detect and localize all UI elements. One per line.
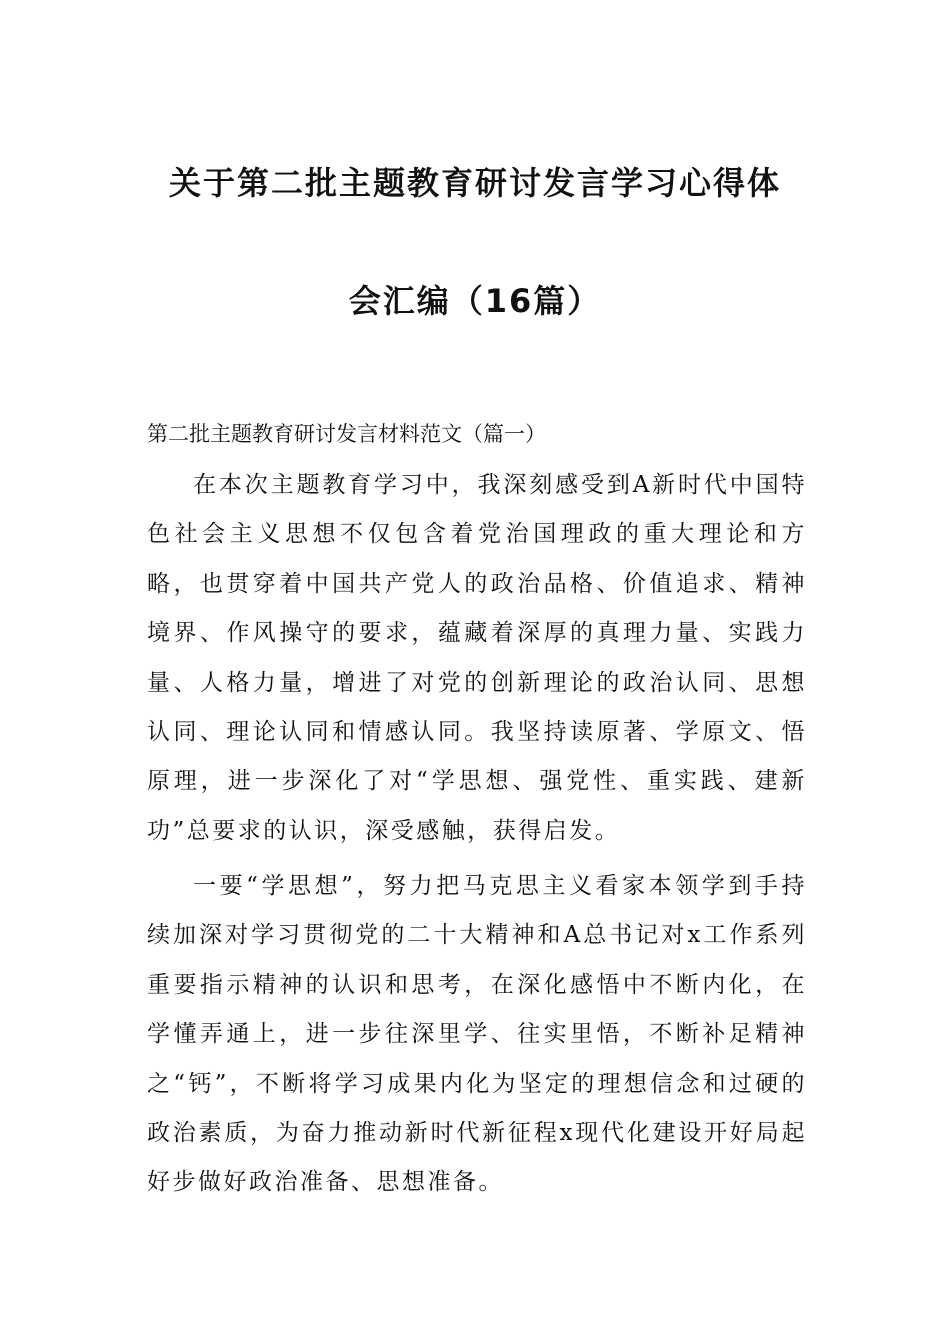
section-heading: 第二批主题教育研讨发言材料范文（篇一） [147,422,546,446]
body-paragraph-2: 一要“学思想”，努力把马克思主义看家本领学到手持续加深对学习贯彻党的二十大精神和A总书记对x工作系列重要指示精神的认识和思考，在深化感悟中不断内化，在学懂弄通上，进一步往深里学、往实里悟，不断补足精神之“钙”，不断将学习成果内化为坚定的理想信念和过硬的政治素质，为奋力推动新时代新征程x现代化建设开好局起好步做好政治准备、思想准备。 [147,873,807,1196]
body-paragraph-1: 在本次主题教育学习中，我深刻感受到A新时代中国特色社会主义思想不仅包含着党治国理政的重大理论和方略，也贯穿着中国共产党人的政治品格、价值追求、精神境界、作风操守的要求，蕴藏着深厚的真理力量、实践力量、人格力量，增进了对党的创新理论的政治认同、思想认同、理论认同和情感认同。我坚持读原著、学原文、悟原理，进一步深化了对“学思想、强党性、重实践、建新功”总要求的认识，深受感触，获得启发。 [147,472,807,844]
document-title-line-1: 关于第二批主题教育研讨发言学习心得体 [168,164,781,202]
document-title-line-2: 会汇编（16篇） [348,282,602,320]
